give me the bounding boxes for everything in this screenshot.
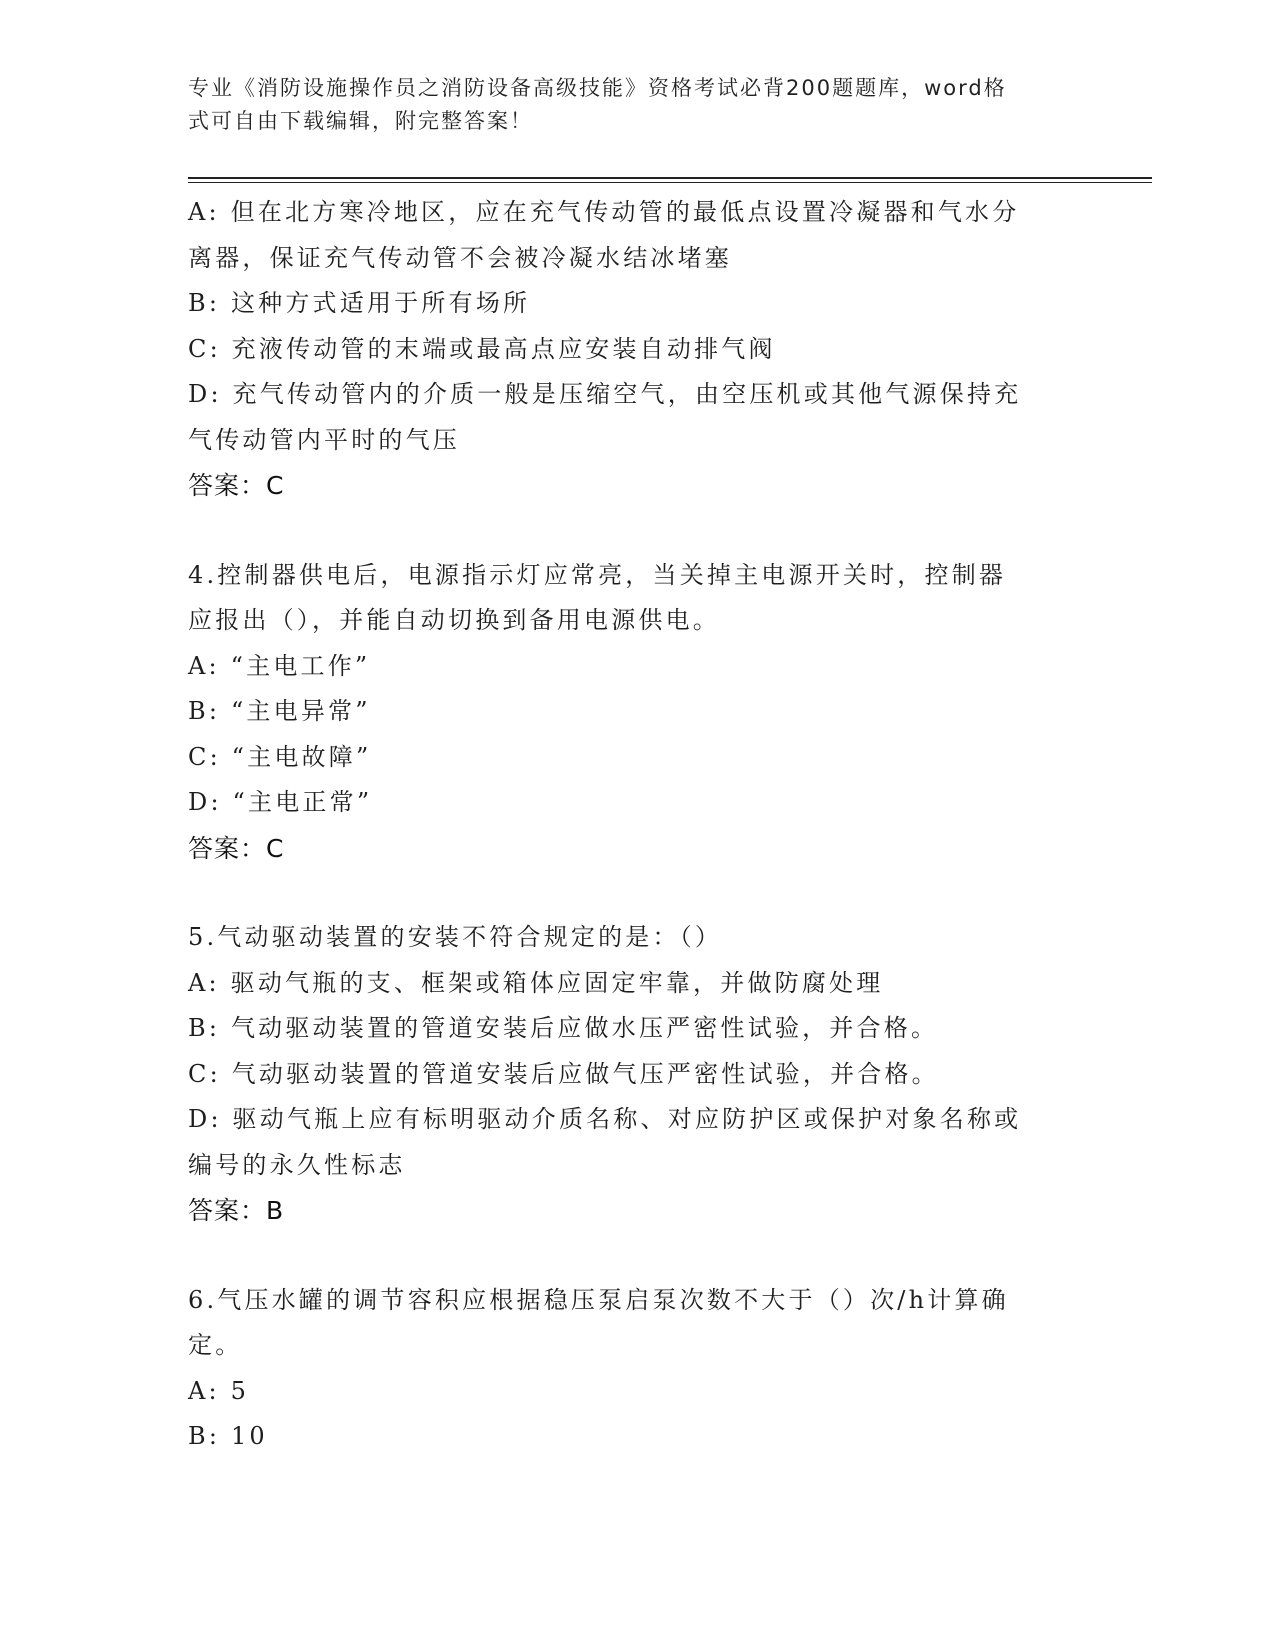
- header-line-1: 专业《消防设施操作员之消防设备高级技能》资格考试必背200题题库，word格: [188, 76, 1007, 100]
- header-line-2: 式可自由下载编辑，附完整答案！: [188, 109, 533, 133]
- option-b: B: 气动驱动装置的管道安装后应做水压严密性试验，并合格。: [188, 1014, 939, 1042]
- option-a: A: 驱动气瓶的支、框架或箱体应固定牢靠，并做防腐处理: [188, 968, 884, 997]
- option-d-continued: 编号的永久性标志: [188, 1150, 406, 1179]
- header-divider-thin: [188, 182, 1152, 183]
- option-d: D: “主电正常”: [188, 788, 373, 816]
- document-header: [188, 72, 1068, 138]
- answer: 答案：B: [188, 1196, 285, 1225]
- spacer: [188, 1234, 1088, 1278]
- option-b: B: “主电异常”: [188, 697, 371, 725]
- option-a: A: 但在北方寒冷地区，应在充气传动管的最低点设置冷凝器和气水分: [188, 198, 1020, 226]
- option-c: C: 充液传动管的末端或最高点应安装自动排气阀: [188, 334, 776, 363]
- question-5: [188, 915, 1088, 1234]
- question-stem: 6.气压水罐的调节容积应根据稳压泵启泵次数不大于（）次/h计算确: [188, 1285, 1009, 1314]
- option-c: C: “主电故障”: [188, 742, 372, 771]
- question-6: [188, 1278, 1088, 1460]
- option-a: A: 5: [188, 1376, 250, 1405]
- spacer: [188, 871, 1088, 915]
- question-stem-continued: 定。: [188, 1331, 243, 1359]
- option-d: D: 充气传动管内的介质一般是压缩空气，由空压机或其他气源保持充: [188, 380, 1022, 408]
- option-b: B: 这种方式适用于所有场所: [188, 289, 531, 317]
- question-list: [188, 190, 1088, 1460]
- option-a-continued: 离器，保证充气传动管不会被冷凝水结冰堵塞: [188, 243, 732, 272]
- answer: 答案：C: [188, 471, 285, 500]
- question-stem: 5.气动驱动装置的安装不符合规定的是：（）: [188, 923, 723, 951]
- header-divider-thick: [188, 177, 1152, 179]
- question-3: [188, 190, 1088, 509]
- option-d-continued: 气传动管内平时的气压: [188, 425, 460, 454]
- option-b: B: 10: [188, 1422, 268, 1450]
- option-a: A: “主电工作”: [188, 651, 371, 680]
- question-stem-continued: 应报出（），并能自动切换到备用电源供电。: [188, 606, 720, 634]
- question-4: [188, 553, 1088, 872]
- question-stem: 4.控制器供电后，电源指示灯应常亮，当关掉主电源开关时，控制器: [188, 560, 1007, 589]
- answer: 答案：C: [188, 833, 285, 863]
- spacer: [188, 509, 1088, 553]
- option-d: D: 驱动气瓶上应有标明驱动介质名称、对应防护区或保护对象名称或: [188, 1105, 1022, 1133]
- option-c: C: 气动驱动装置的管道安装后应做气压严密性试验，并合格。: [188, 1059, 939, 1088]
